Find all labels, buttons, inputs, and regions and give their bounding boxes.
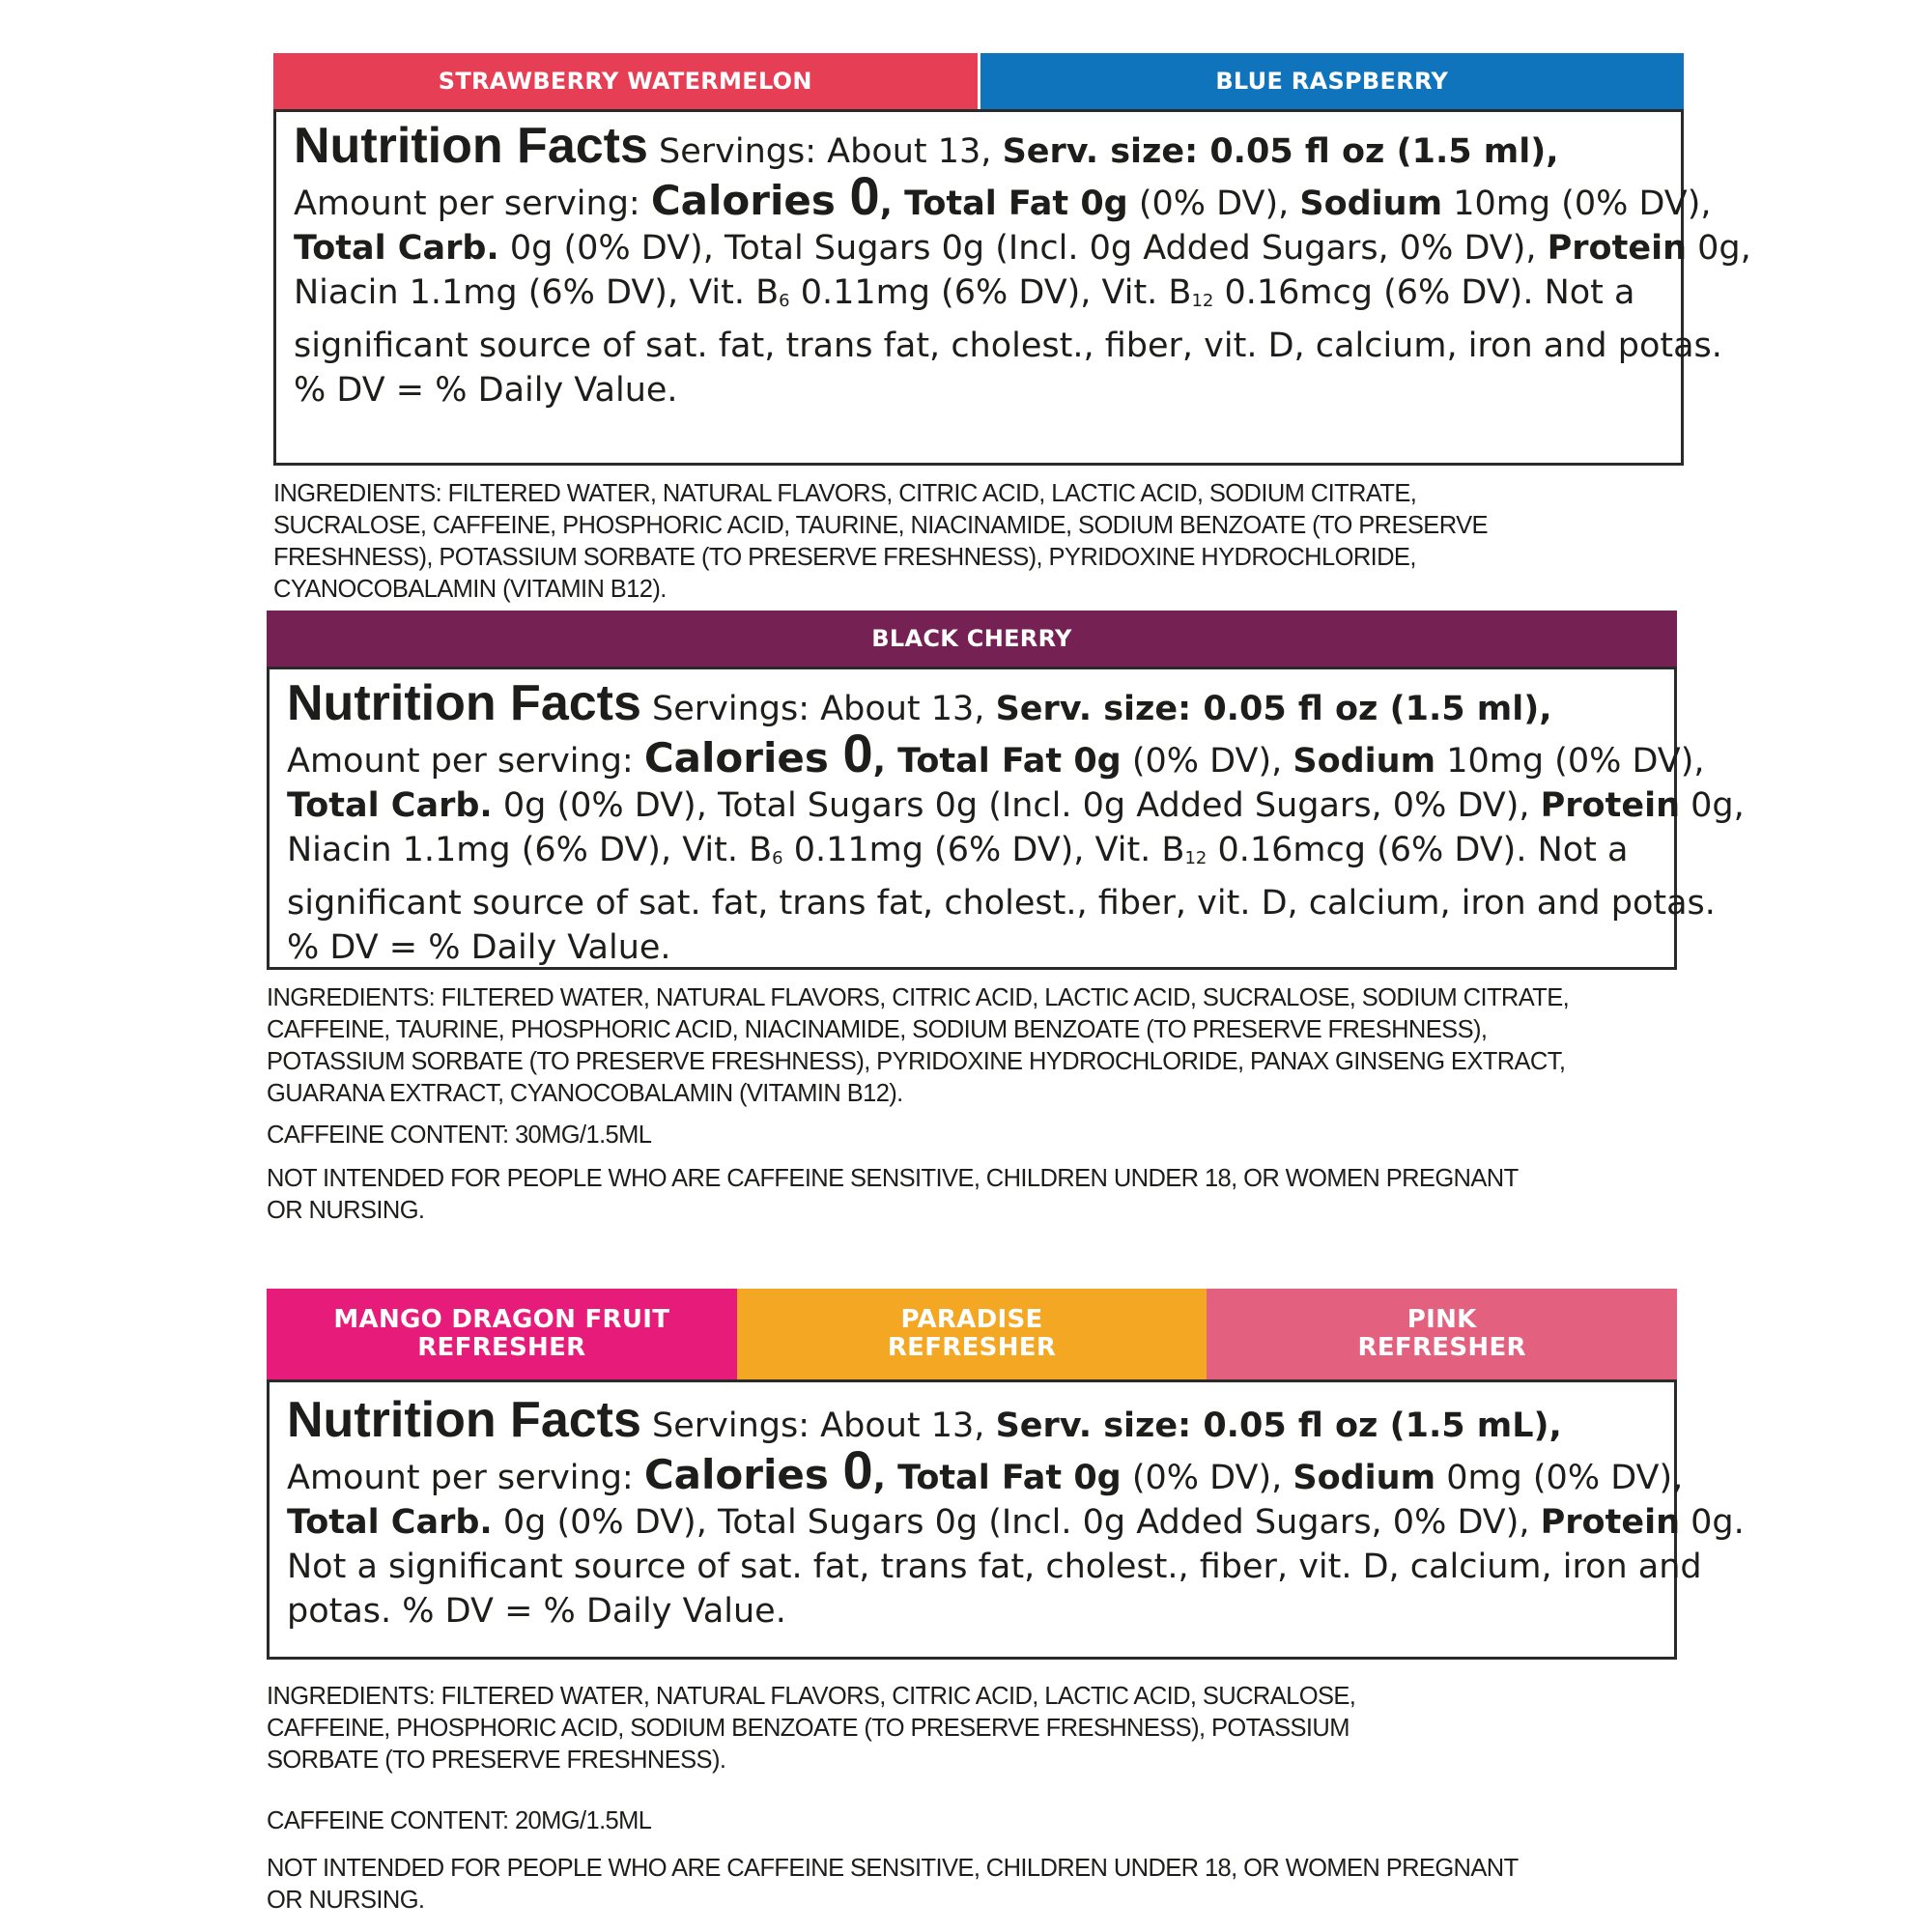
nutrition-facts-title: Nutrition Facts xyxy=(287,1392,641,1448)
b6-subscript: 6 xyxy=(779,291,790,311)
nutrition-facts-box xyxy=(267,1379,1745,1660)
sodium-value: 10mg (0% DV), xyxy=(1435,742,1705,781)
total-fat-dv: (0% DV), xyxy=(1127,185,1300,223)
serving-size: Serv. size: 0.05 fl oz (1.5 ml), xyxy=(995,690,1552,728)
protein-value: 0g, xyxy=(1679,786,1745,825)
serving-size: Serv. size: 0.05 fl oz (1.5 mL), xyxy=(995,1406,1562,1445)
niacin: Niacin 1.1mg (6% DV), Vit. B xyxy=(294,273,780,312)
total-fat-dv: (0% DV), xyxy=(1121,742,1293,781)
nutrition-facts-box xyxy=(273,109,1751,466)
sodium-label: Sodium xyxy=(1293,742,1436,781)
protein-value: 0g. xyxy=(1679,1503,1745,1542)
ingredients: INGREDIENTS: FILTERED WATER, NATURAL FLAVORS, CITRIC ACID, LACTIC ACID, SUCRALOSE, SODIUM CITRATE, CAFFEINE, TAURINE, PHOSPHORIC ACID, NIACINAMIDE, SODIUM BENZOATE (TO PRESERVE FRESHNESS), POTASSIUM SORBATE (TO PRESERVE FRESHNESS), PYRIDOXINE HYDROCHLORIDE, PANAX GINSENG EXTRACT, GUARANA EXTRACT, CYANOCOBALAMIN (VITAMIN B12). xyxy=(267,984,1570,1107)
flavor-black-cherry: BLACK CHERRY xyxy=(267,611,1677,667)
calories-value: 0 xyxy=(849,165,880,226)
b12-value: 0.16mcg (6% DV). Not a xyxy=(1207,831,1629,869)
nutrition-facts-title: Nutrition Facts xyxy=(294,118,648,174)
b12-value: 0.16mcg (6% DV). Not a xyxy=(1213,273,1635,312)
carb-label: Total Carb. xyxy=(287,1503,493,1542)
b6-value: 0.11mg (6% DV), Vit. B xyxy=(782,831,1185,869)
nutrition-facts-box xyxy=(267,667,1745,970)
sodium-value: 0mg (0% DV), xyxy=(1435,1459,1684,1497)
flavor-mango-dragon-fruit: MANGO DRAGON FRUIT REFRESHER xyxy=(267,1289,737,1379)
b6-value: 0.11mg (6% DV), Vit. B xyxy=(789,273,1192,312)
amount-per-serving: Amount per serving: xyxy=(287,1459,644,1497)
carb-value: 0g (0% DV), Total Sugars 0g (Incl. 0g Added Sugars, 0% DV), xyxy=(498,229,1548,268)
protein-value: 0g, xyxy=(1686,229,1751,268)
flavor-strawberry-watermelon: STRAWBERRY WATERMELON xyxy=(273,53,978,109)
sodium-value: 10mg (0% DV), xyxy=(1442,185,1712,223)
niacin: Niacin 1.1mg (6% DV), Vit. B xyxy=(287,831,773,869)
carb-label: Total Carb. xyxy=(294,229,499,268)
flavor-blue-raspberry: BLUE RASPBERRY xyxy=(980,53,1685,109)
nutrition-facts-title: Nutrition Facts xyxy=(287,675,641,731)
flavor-header xyxy=(273,53,1684,109)
flavor-header xyxy=(267,611,1677,667)
carb-label: Total Carb. xyxy=(287,786,493,825)
calories-value: 0 xyxy=(842,723,873,783)
daily-value-note: % DV = % Daily Value. xyxy=(287,928,671,967)
total-fat: , Total Fat 0g xyxy=(872,1459,1122,1497)
sodium-label: Sodium xyxy=(1299,185,1443,223)
calories-label: Calories xyxy=(643,1451,843,1498)
protein-label: Protein xyxy=(1540,1503,1680,1542)
total-fat: , Total Fat 0g xyxy=(872,742,1122,781)
servings: Servings: About 13, xyxy=(640,1406,996,1445)
total-fat: , Total Fat 0g xyxy=(879,185,1128,223)
ingredients: INGREDIENTS: FILTERED WATER, NATURAL FLAVORS, CITRIC ACID, LACTIC ACID, SUCRALOSE, CAFFEINE, PHOSPHORIC ACID, SODIUM BENZOATE (TO PRESERVE FRESHNESS), POTASSIUM SORBATE (TO PRESERVE FRESHNESS). xyxy=(267,1683,1356,1774)
not-significant-source: significant source of sat. fat, trans fat, cholest., fiber, vit. D, calcium, iron and potas. xyxy=(294,327,1722,365)
flavor-pink: PINK REFRESHER xyxy=(1207,1289,1677,1379)
servings: Servings: About 13, xyxy=(647,132,1003,171)
servings: Servings: About 13, xyxy=(640,690,996,728)
amount-per-serving: Amount per serving: xyxy=(287,742,644,781)
flavor-header xyxy=(267,1289,1677,1379)
ingredients: INGREDIENTS: FILTERED WATER, NATURAL FLAVORS, CITRIC ACID, LACTIC ACID, SODIUM CITRATE, SUCRALOSE, CAFFEINE, PHOSPHORIC ACID, TAURINE, NIACINAMIDE, SODIUM BENZOATE (TO PRESERVE FRESHNESS), POTASSIUM SORBATE (TO PRESERVE FRESHNESS), PYRIDOXINE HYDROCHLORIDE, CYANOCOBALAMIN (VITAMIN B12). xyxy=(273,480,1488,603)
panel-2 xyxy=(267,611,1745,1227)
sodium-label: Sodium xyxy=(1293,1459,1436,1497)
caffeine-content: CAFFEINE CONTENT: 20MG/1.5ML xyxy=(267,1807,652,1834)
total-fat-dv: (0% DV), xyxy=(1121,1459,1293,1497)
daily-value-note: % DV = % Daily Value. xyxy=(294,371,678,410)
warning: NOT INTENDED FOR PEOPLE WHO ARE CAFFEINE SENSITIVE, CHILDREN UNDER 18, OR WOMEN PREGNANT OR NURSING. xyxy=(267,1855,1519,1914)
carb-value: 0g (0% DV), Total Sugars 0g (Incl. 0g Added Sugars, 0% DV), xyxy=(492,1503,1541,1542)
protein-label: Protein xyxy=(1547,229,1687,268)
not-significant-source: significant source of sat. fat, trans fat, cholest., fiber, vit. D, calcium, iron and potas. xyxy=(287,884,1716,923)
calories-label: Calories xyxy=(650,177,850,224)
b6-subscript: 6 xyxy=(772,848,783,868)
amount-per-serving: Amount per serving: xyxy=(294,185,651,223)
warning: NOT INTENDED FOR PEOPLE WHO ARE CAFFEINE SENSITIVE, CHILDREN UNDER 18, OR WOMEN PREGNANT OR NURSING. xyxy=(267,1165,1519,1224)
not-significant-source: Not a significant source of sat. fat, trans fat, cholest., fiber, vit. D, calcium, iron and xyxy=(287,1548,1702,1586)
panel-1 xyxy=(273,53,1751,647)
b12-subscript: 12 xyxy=(1184,848,1208,868)
flavor-paradise: PARADISE REFRESHER xyxy=(737,1289,1208,1379)
daily-value-note: potas. % DV = % Daily Value. xyxy=(287,1592,786,1631)
protein-label: Protein xyxy=(1540,786,1680,825)
calories-value: 0 xyxy=(842,1439,873,1500)
carb-value: 0g (0% DV), Total Sugars 0g (Incl. 0g Added Sugars, 0% DV), xyxy=(492,786,1541,825)
caffeine-content: CAFFEINE CONTENT: 30MG/1.5ML xyxy=(267,1122,652,1149)
panel-3 xyxy=(267,1289,1745,1917)
serving-size: Serv. size: 0.05 fl oz (1.5 ml), xyxy=(1002,132,1559,171)
b12-subscript: 12 xyxy=(1191,291,1214,311)
calories-label: Calories xyxy=(643,734,843,781)
